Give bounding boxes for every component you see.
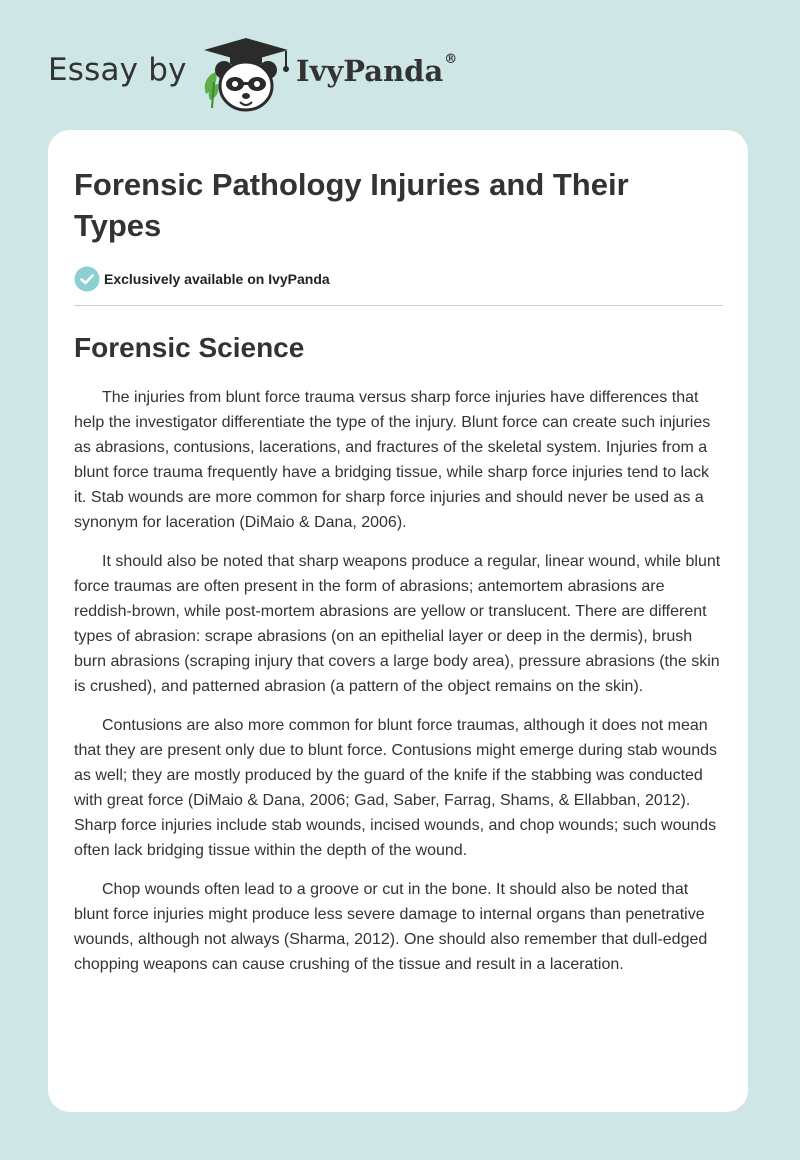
paragraph: Chop wounds often lead to a groove or cut in the bone. It should also be noted that blunt force injuries might produce less severe damage to internal organs than penetrative wounds, although not always (Sharma, 2012). One should also remember that dull-edged chopping weapons can cause crushing of the tissue and result in a laceration.: [74, 881, 708, 973]
brand-prefix: Essay by: [48, 52, 187, 88]
exclusive-badge: [74, 266, 722, 292]
page-title: Forensic Pathology Injuries and Their Types: [74, 167, 629, 243]
section-heading: Forensic Science: [74, 332, 305, 363]
brand-name[interactable]: IvyPanda®: [296, 52, 458, 88]
badge-text: Exclusively available on IvyPanda: [104, 271, 330, 287]
article-body: [74, 385, 722, 977]
panda-graduation-cap-icon[interactable]: [200, 34, 292, 116]
essay-content: [74, 164, 722, 991]
paragraph: It should also be noted that sharp weapons produce a regular, linear wound, while blunt force traumas are often present in the form of abrasions; antemortem abrasions are reddish-brown, while post-mortem abrasions are yellow or translucent. There are different types of abrasion: scrape abrasions (on an epithelial layer or deep in the dermis), brush burn abrasions (scraping injury that covers a large body area), pressure abrasions (the skin is crushed), and patterned abrasion (a pattern of the object remains on the skin).: [74, 553, 721, 695]
paragraph: Contusions are also more common for blunt force traumas, although it does not mean that they are present only due to blunt force. Contusions might emerge during stab wounds as well; they are mostly produced by the guard of the knife if the stabbing was conducted with great force (DiMaio & Dana, 2006; Gad, Saber, Farrag, Shams, & Ellabban, 2012). Sharp force injuries include stab wounds, incised wounds, and chop wounds; such wounds often lack bridging tissue within the depth of the wound.: [74, 717, 718, 859]
check-circle-icon: [74, 266, 100, 292]
site-header: [48, 28, 748, 116]
paragraph: The injuries from blunt force trauma versus sharp force injuries have differences that help the investigator differentiate the type of the injury. Blunt force can create such injuries as abrasions, contusions, lacerations, and fractures of the skeletal system. Injuries from a blunt force trauma frequently have a bridging tissue, while sharp force injuries tend to lack it. Stab wounds are more common for sharp force injuries and should never be used as a synonym for laceration (DiMaio & Dana, 2006).: [74, 389, 711, 531]
registered-mark: ®: [444, 52, 458, 67]
essay-card: [48, 130, 748, 1112]
divider: [74, 305, 723, 306]
